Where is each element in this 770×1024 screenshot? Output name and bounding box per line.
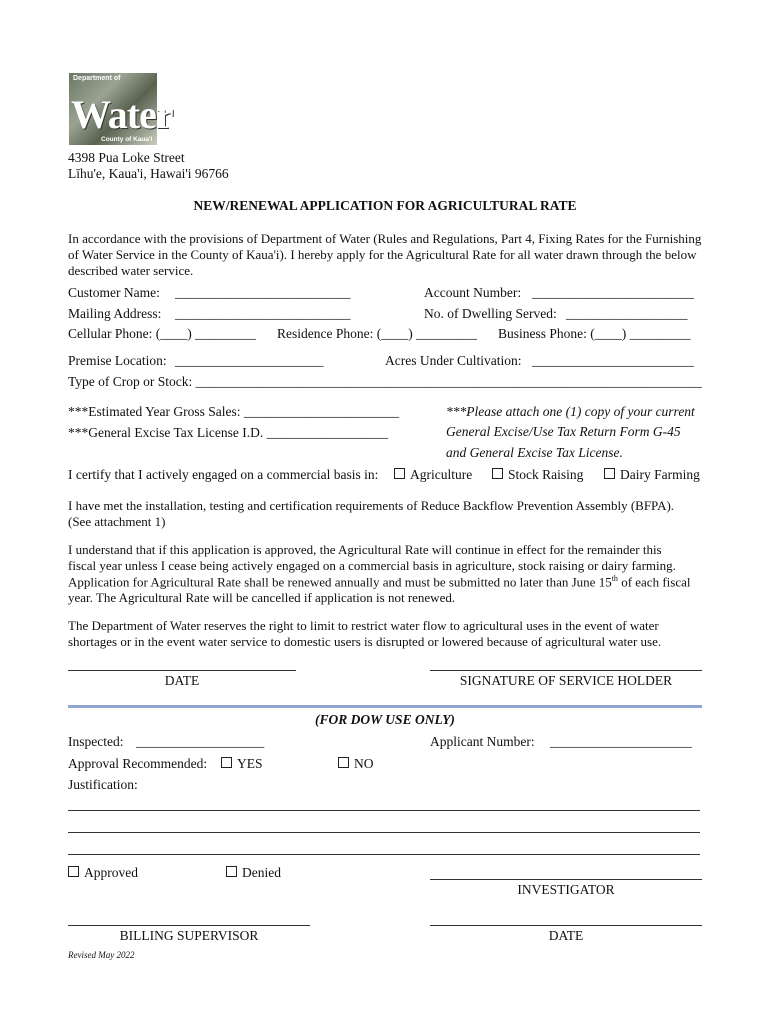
reserve-line-2: shortages or in the event water service to domestic users is disrupted or lowered because of agricultural water use. bbox=[68, 634, 662, 649]
checkbox-icon bbox=[226, 866, 237, 877]
applicant-number-label: Applicant Number: bbox=[430, 734, 535, 749]
understand-line-4: year. The Agricultural Rate will be cancelled if application is not renewed. bbox=[68, 590, 456, 605]
gross-sales-field[interactable]: ***Estimated Year Gross Sales: _______________________ bbox=[68, 404, 400, 419]
justification-line-1[interactable] bbox=[68, 810, 700, 811]
denied-checkbox[interactable] bbox=[226, 865, 281, 881]
checkbox-icon bbox=[68, 866, 79, 877]
dow-date-line[interactable] bbox=[430, 925, 702, 926]
bfpa-line-1: I have met the installation, testing and certification requirements of Reduce Backflow Prevention Assembly (BFPA). bbox=[68, 498, 675, 513]
bfpa-line-2: (See attachment 1) bbox=[68, 514, 166, 529]
dow-heading: (FOR DOW USE ONLY) bbox=[315, 712, 455, 727]
inspected-field[interactable]: ___________________ bbox=[136, 734, 265, 749]
understand-sup: th bbox=[611, 574, 618, 583]
approval-recommended-label: Approval Recommended: bbox=[68, 756, 208, 771]
department-logo bbox=[69, 73, 173, 145]
checkbox-icon bbox=[338, 757, 349, 768]
certify-text: I certify that I actively engaged on a commercial basis in: bbox=[68, 467, 379, 482]
acres-label: Acres Under Cultivation: bbox=[385, 353, 522, 368]
dow-date-label: DATE bbox=[548, 928, 584, 943]
intro-paragraph: In accordance with the provisions of Department of Water (Rules and Regulations, Part 4, Fixing Rates for the Furnishing of Water Service in the County of Kaua'i). I hereby apply for the Agricultural Rate for all water drawn through the below described water service. bbox=[68, 231, 702, 278]
crop-stock-field[interactable]: Type of Crop or Stock: ___________________________________________________________________________ bbox=[68, 374, 702, 389]
justification-label: Justification: bbox=[68, 777, 138, 792]
attach-note-line-3: and General Excise Tax License. bbox=[446, 445, 623, 460]
customer-name-field[interactable]: __________________________ bbox=[175, 285, 351, 300]
understand-line-3 bbox=[68, 574, 690, 590]
understand-line-2: fiscal year unless I cease being actively engaged on a commercial basis in agriculture, stock raising or dairy farming. bbox=[68, 558, 676, 573]
account-number-label: Account Number: bbox=[424, 285, 522, 300]
holder-signature-line[interactable] bbox=[430, 670, 702, 671]
approved-checkbox[interactable] bbox=[68, 865, 138, 881]
denied-label: Denied bbox=[242, 865, 281, 880]
revised-note: Revised May 2022 bbox=[68, 950, 135, 960]
understand-line-1: I understand that if this application is approved, the Agricultural Rate will continue in effect for the remainder this bbox=[68, 542, 662, 557]
investigator-signature-line[interactable] bbox=[430, 879, 702, 880]
billing-supervisor-label: BILLING SUPERVISOR bbox=[119, 928, 259, 943]
investigator-label: INVESTIGATOR bbox=[517, 882, 615, 897]
holder-label: SIGNATURE OF SERVICE HOLDER bbox=[459, 673, 673, 688]
checkbox-icon bbox=[604, 468, 615, 479]
no-checkbox[interactable] bbox=[338, 756, 374, 772]
premise-location-label: Premise Location: bbox=[68, 353, 167, 368]
business-phone-field[interactable]: Business Phone: (____) _________ bbox=[498, 326, 691, 341]
dairy-farming-checkbox[interactable] bbox=[604, 467, 700, 483]
attach-note-line-1: ***Please attach one (1) copy of your current bbox=[446, 404, 695, 419]
date-signature-line[interactable] bbox=[68, 670, 296, 671]
account-number-field[interactable]: ________________________ bbox=[532, 285, 694, 300]
stock-raising-checkbox[interactable] bbox=[492, 467, 583, 483]
checkbox-icon bbox=[492, 468, 503, 479]
date-label: DATE bbox=[164, 673, 200, 688]
mailing-address-field[interactable]: __________________________ bbox=[175, 306, 351, 321]
address-line-2: Līhu'e, Kaua'i, Hawai'i 96766 bbox=[68, 166, 229, 181]
acres-field[interactable]: ________________________ bbox=[532, 353, 694, 368]
justification-line-2[interactable] bbox=[68, 832, 700, 833]
no-label: NO bbox=[354, 756, 374, 771]
understand-line-3a: Application for Agricultural Rate shall be renewed annually and must be submitted no later than June 15 bbox=[68, 574, 612, 590]
inspected-label: Inspected: bbox=[68, 734, 124, 749]
cellular-phone-field[interactable]: Cellular Phone: (____) _________ bbox=[68, 326, 256, 341]
reserve-line-1: The Department of Water reserves the right to limit to restrict water flow to agricultural uses in the event of water bbox=[68, 618, 659, 633]
section-divider bbox=[68, 705, 702, 708]
agriculture-checkbox[interactable] bbox=[394, 467, 472, 483]
form-title: NEW/RENEWAL APPLICATION FOR AGRICULTURAL RATE bbox=[193, 198, 577, 213]
address-line-1: 4398 Pua Loke Street bbox=[68, 150, 185, 165]
applicant-number-field[interactable]: _____________________ bbox=[550, 734, 692, 749]
understand-line-3b: of each fiscal bbox=[617, 574, 691, 590]
agriculture-label: Agriculture bbox=[410, 467, 473, 482]
customer-name-label: Customer Name: bbox=[68, 285, 160, 300]
billing-signature-line[interactable] bbox=[68, 925, 310, 926]
logo-top-text: Department of bbox=[73, 75, 121, 82]
dairy-farming-label: Dairy Farming bbox=[620, 467, 700, 482]
premise-location-field[interactable]: ______________________ bbox=[175, 353, 324, 368]
attach-note-line-2: General Excise/Use Tax Return Form G-45 bbox=[446, 424, 681, 439]
checkbox-icon bbox=[394, 468, 405, 479]
approved-label: Approved bbox=[84, 865, 138, 880]
residence-phone-field[interactable]: Residence Phone: (____) _________ bbox=[277, 326, 477, 341]
stock-raising-label: Stock Raising bbox=[508, 467, 584, 482]
dwelling-field[interactable]: __________________ bbox=[566, 306, 688, 321]
justification-line-3[interactable] bbox=[68, 854, 700, 855]
logo-sub-text: County of Kaua'i bbox=[101, 136, 153, 143]
dwelling-label: No. of Dwelling Served: bbox=[424, 306, 557, 321]
mailing-address-label: Mailing Address: bbox=[68, 306, 162, 321]
logo-main-text: Water bbox=[71, 92, 173, 137]
excise-license-field[interactable]: ***General Excise Tax License I.D. __________________ bbox=[68, 425, 389, 440]
checkbox-icon bbox=[221, 757, 232, 768]
yes-label: YES bbox=[237, 756, 263, 771]
yes-checkbox[interactable] bbox=[221, 756, 263, 772]
